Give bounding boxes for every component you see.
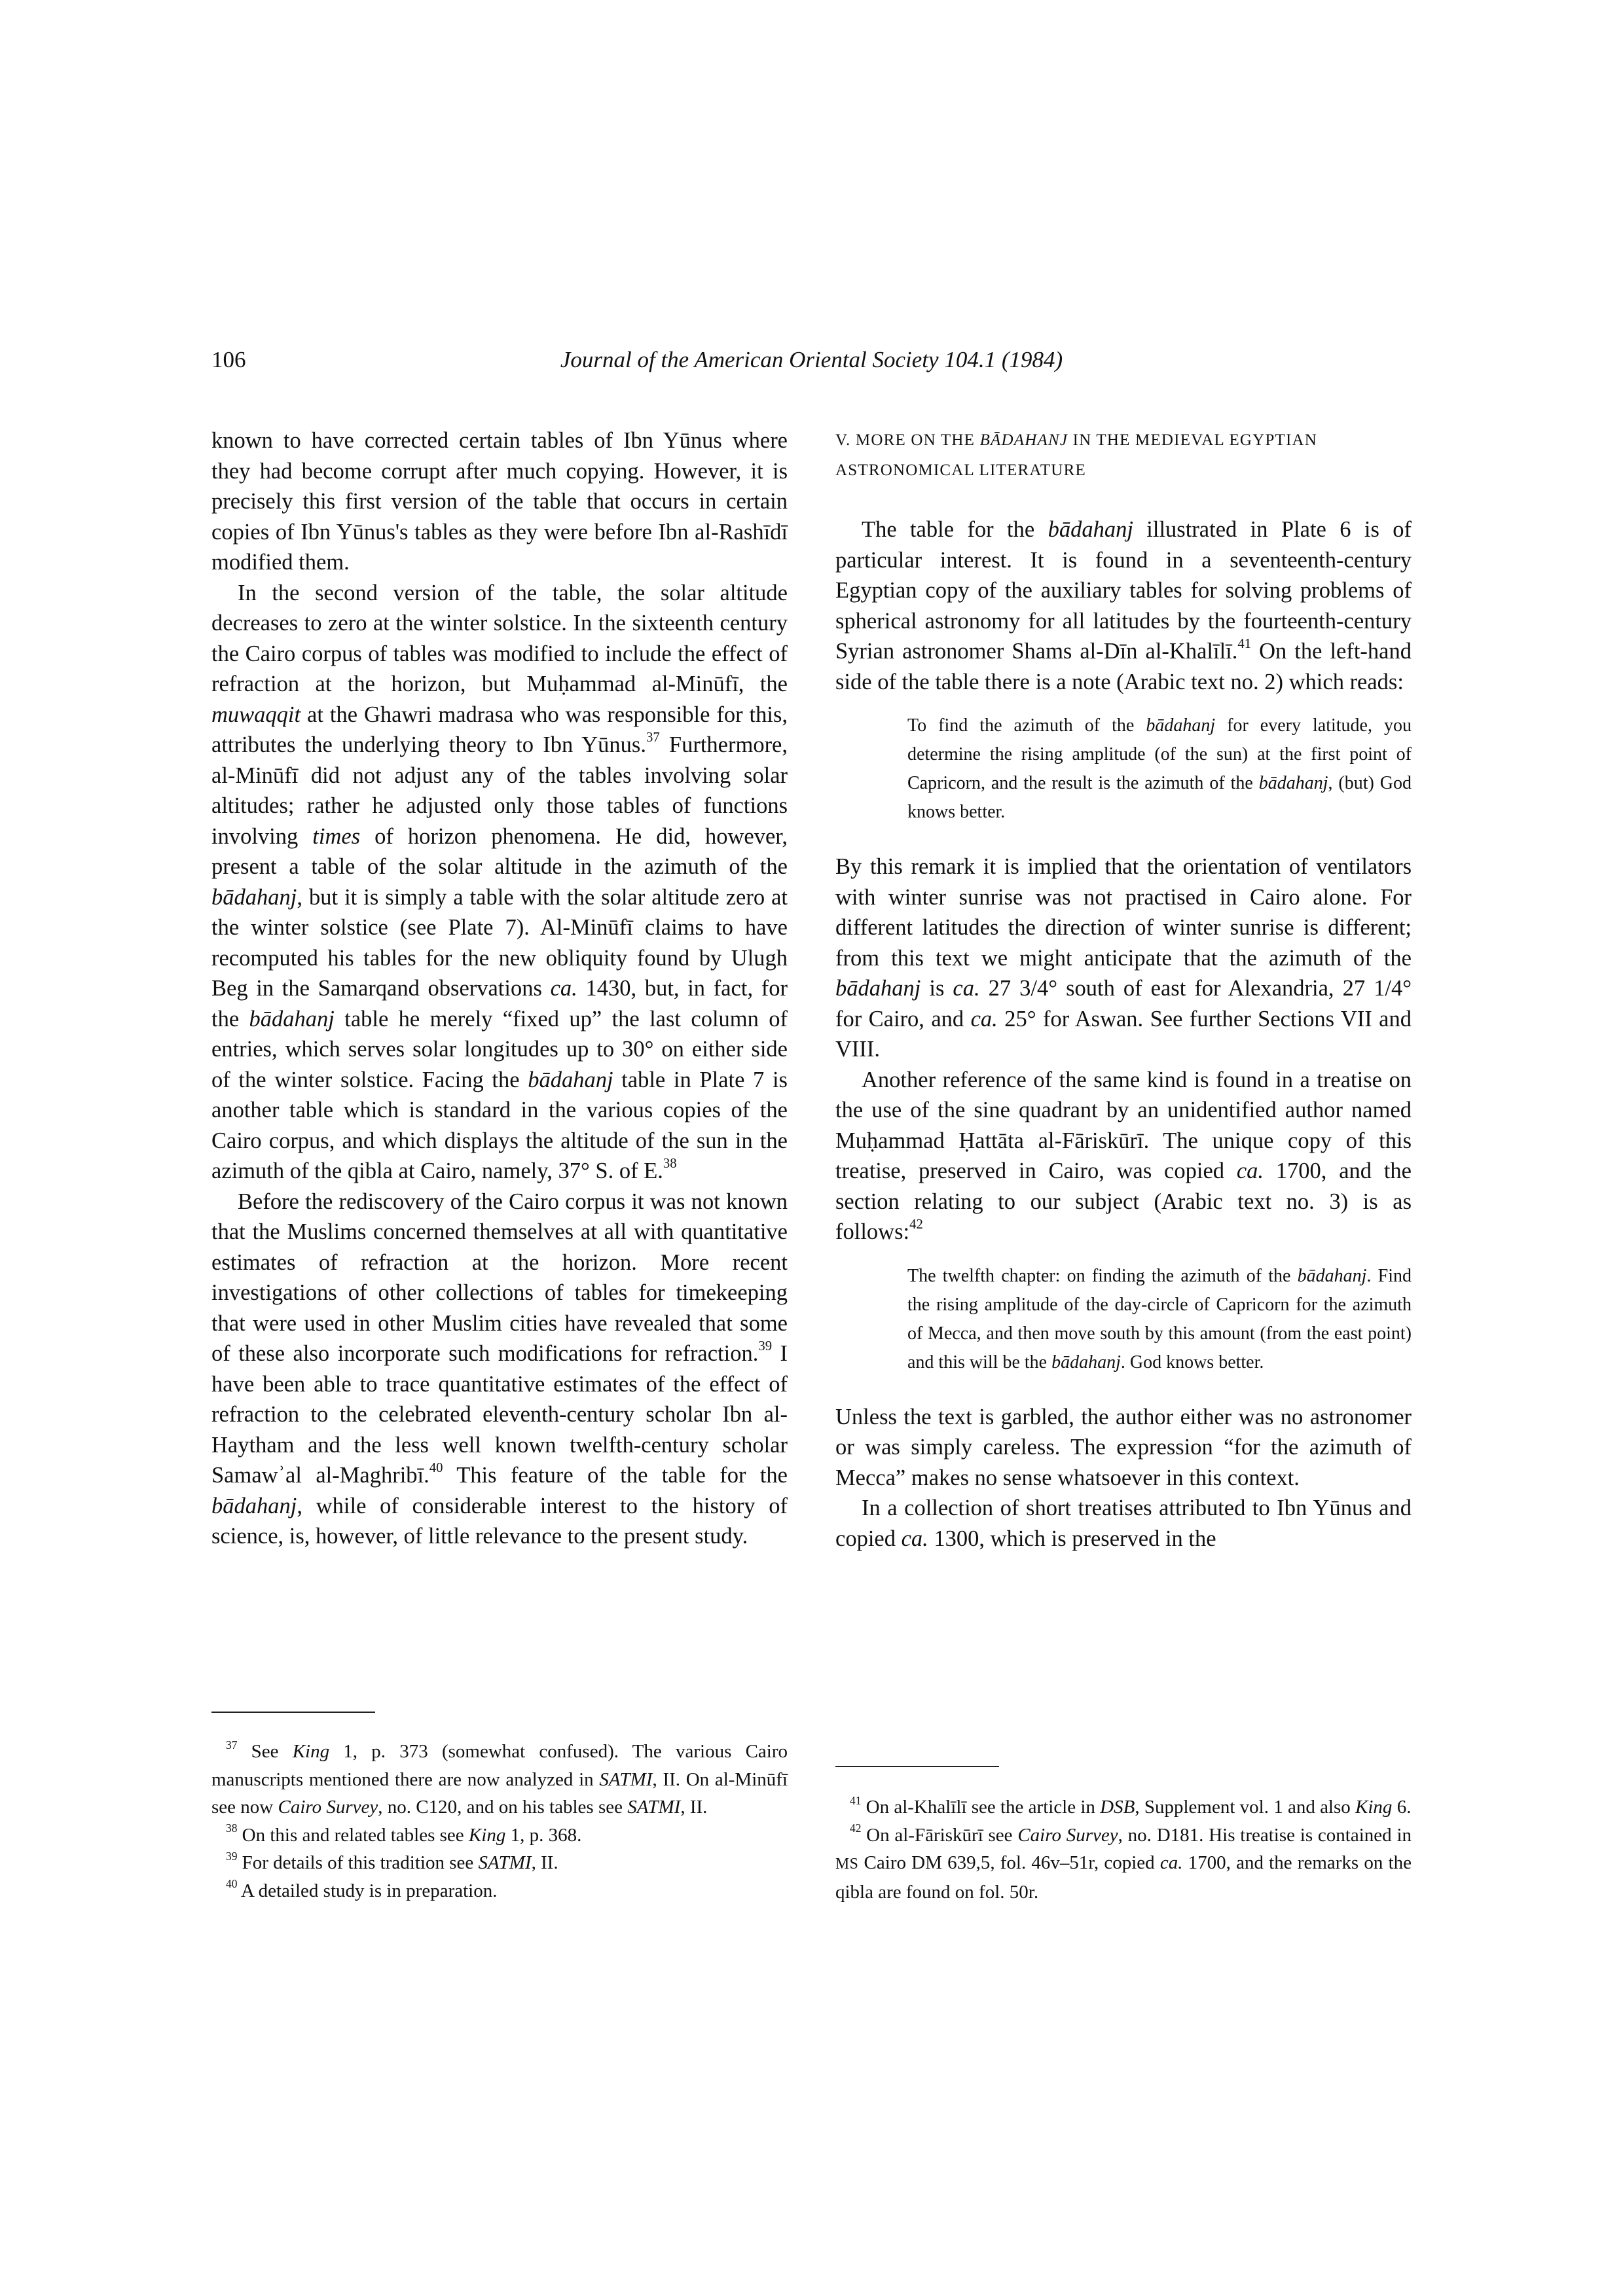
- footnote-37: $^{37}$ See King 1, p. 373 (somewhat confused). The various Cairo manuscripts mentioned there are now analyzed in SATMI, II. On al-Minūfī see now Cairo Survey, no. C120, and on his tables see SATMI, II.: [211, 1738, 788, 1818]
- block-quote-2: The twelfth chapter: on finding the azimuth of the bādahanj. Find the rising amplitude of the day-circle of Capricorn for the azimuth of Mecca, and then move south by this amount (from the east point) and this will be the bādahanj. God knows better.: [907, 1265, 1412, 1372]
- section-heading: V. MORE ON THE BĀDAHANJ IN THE MEDIEVAL EGYPTIAN ASTRONOMICAL LITERATURE: [835, 431, 1318, 479]
- block-quote-1: To find the azimuth of the bādahanj for every latitude, you determine the rising amplitude (of the sun) at the first point of Capricorn, and the result is the azimuth of the bādahanj, (but) God knows better.: [907, 715, 1412, 822]
- left-column: [211, 425, 788, 1552]
- footnote-42: $^{42}$ On al-Fāriskūrī see Cairo Survey, no. D181. His treatise is contained in MS Cairo DM 639,5, fol. 46v–51r, copied ca. 1700, and the remarks on the qibla are found on fol. 50r.: [835, 1821, 1412, 1903]
- footnote-ref-42: 42: [909, 1217, 923, 1232]
- left-footnotes: [211, 1738, 788, 1905]
- left-paragraph-3: Before the rediscovery of the Cairo corpus it was not known that the Muslims concerned themselves at all with quantitative estimates of refraction at the horizon. More recent investigations of other collections of tables for timekeeping that were used in other Muslim cities have revealed that some of these also incorporate such modifications for refraction.$^{39}$ I have been able to trace quantitative estimates of the effect of refraction to the celebrated eleventh-century scholar Ibn al-Haytham and the less well known twelfth-century scholar Samawʾal al-Maghribī.$^{40}$ This feature of the table for the bādahanj, while of considerable interest to the history of science, is, however, of little relevance to the present study.: [211, 1189, 788, 1549]
- footnote-ref-41: 41: [1237, 637, 1252, 652]
- footnote-ref-38: 38: [663, 1157, 677, 1172]
- footnote-ref-39: 39: [758, 1339, 773, 1354]
- footnote-ref-37: 37: [646, 730, 660, 745]
- right-footnote-rule: [835, 1766, 999, 1767]
- footnote-41: $^{41}$ On al-Khalīlī see the article in DSB, Supplement vol. 1 and also King 6.: [850, 1793, 1412, 1818]
- left-footnote-rule: [211, 1712, 375, 1713]
- running-header: [211, 344, 1412, 376]
- footnote-38: $^{38}$ On this and related tables see King 1, p. 368.: [226, 1821, 582, 1846]
- right-paragraph-1: The table for the bādahanj illustrated in Plate 6 is of particular interest. It is found in a seventeenth-century Egyptian copy of the auxiliary tables for solving problems of spherical astronomy for all latitudes by the fourteenth-century Syrian astronomer Shams al-Dīn al-Khalīlī.$^{41}$ On the left-hand side of the table there is a note (Arabic text no. 2) which reads:: [835, 517, 1412, 694]
- right-column: [835, 425, 1412, 1554]
- journal-title: Journal of the American Oriental Society 104.1 (1984): [560, 347, 1063, 372]
- right-paragraph-2: By this remark it is implied that the orientation of ventilators with winter sunrise was not practised in Cairo alone. For different latitudes the direction of winter sunrise is different; from this text we might anticipate that the azimuth of the bādahanj is ca. 27 3/4° south of east for Alexandria, 27 1/4° for Cairo, and ca. 25° for Aswan. See further Sections VII and VIII.: [835, 854, 1412, 1062]
- left-paragraph-1: known to have corrected certain tables of Ibn Yūnus where they had become corrupt after much copying. However, it is precisely this first version of the table that occurs in certain copies of Ibn Yūnus's tables as they were before Ibn al-Rashīdī modified them.: [211, 428, 788, 575]
- left-paragraph-2: In the second version of the table, the solar altitude decreases to zero at the winter solstice. In the sixteenth century the Cairo corpus of tables was modified to include the effect of refraction at the horizon, but Muḥammad al-Minūfī, the muwaqqit at the Ghawri madrasa who was responsible for this, attributes the underlying theory to Ibn Yūnus.$^{37}$ Furthermore, al-Minūfī did not adjust any of the tables involving solar altitudes; rather he adjusted only those tables of functions involving times of horizon phenomena. He did, however, present a table of the solar altitude in the azimuth of the bādahanj, but it is simply a table with the solar altitude zero at the winter solstice (see Plate 7). Al-Minūfī claims to have recomputed his tables for the new obliquity found by Ulugh Beg in the Samarqand observations ca. 1430, but, in fact, for the bādahanj table he merely “fixed up” the last column of entries, which serves solar longitudes up to 30° on either side of the winter solstice. Facing the bādahanj table in Plate 7 is another table which is standard in the various copies of the Cairo corpus, and which displays the altitude of the sun in the azimuth of the qibla at Cairo, namely, 37° S. of E.$^{38}$: [211, 580, 788, 1183]
- page-number: 106: [211, 347, 246, 372]
- footnote-ref-40: 40: [429, 1461, 443, 1476]
- right-footnotes: [835, 1793, 1412, 1906]
- right-paragraph-3: Another reference of the same kind is found in a treatise on the use of the sine quadrant by an unidentified author named Muḥammad Ḥattāta al-Fāriskūrī. The unique copy of this treatise, preserved in Cairo, was copied ca. 1700, and the section relating to our subject (Arabic text no. 3) is as follows:$^{42}$: [835, 1067, 1412, 1244]
- right-paragraph-4: Unless the text is garbled, the author either was no astronomer or was simply careless. The expression “for the azimuth of Mecca” makes no sense whatsoever in this context.: [835, 1404, 1412, 1490]
- footnote-39: $^{39}$ For details of this tradition see SATMI, II.: [226, 1849, 558, 1873]
- footnote-40: $^{40}$ A detailed study is in preparation.: [226, 1877, 498, 1901]
- right-paragraph-5: In a collection of short treatises attributed to Ibn Yūnus and copied ca. 1300, which is preserved in the: [835, 1496, 1412, 1551]
